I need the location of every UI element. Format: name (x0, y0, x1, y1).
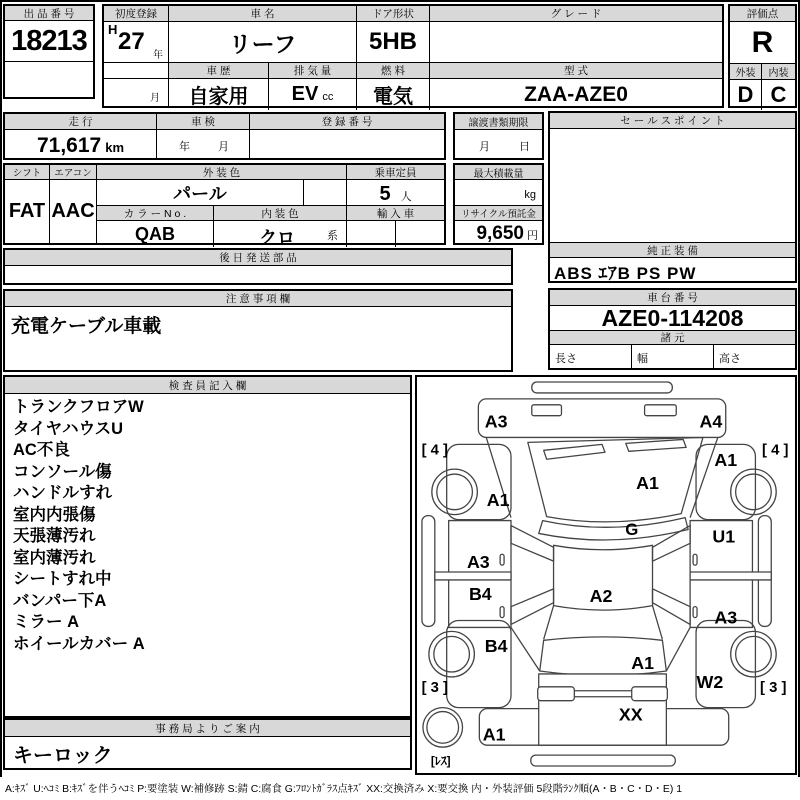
diagram-damage-label: A1 (631, 653, 654, 674)
interior-color-suffix: 系 (327, 230, 338, 242)
inspector-note-item: 室内薄汚れ (13, 548, 96, 567)
displacement-value-cell (269, 79, 357, 110)
first-registration-value-cell (104, 22, 168, 63)
first-registration-year-unit: 年 (153, 50, 163, 61)
dimension-width-label: 幅 (637, 353, 648, 365)
headlight-left (532, 405, 562, 416)
recycle-fee-header: リサイクル預託金 (455, 206, 542, 221)
capacity-value-cell (347, 180, 444, 206)
inspector-note-item: AC不良 (13, 441, 70, 459)
aircon-value: AAC (50, 180, 97, 243)
fuel-value: 電気 (357, 79, 430, 110)
mileage-unit: km (105, 140, 125, 155)
vehicle-header-box (102, 4, 724, 108)
legend-line: A:ｷｽﾞ U:ﾍｺﾐ B:ｷｽﾞを伴うﾍｺﾐ P:要塗装 W:補修跡 S:錆 C:腐食 G:ﾌﾛﾝﾄｶﾞﾗｽ点ｷｽﾞ XX:交換済み X:要交換 内・外装評価 5段階ﾗﾝｸ順(A・B・C・D・E) 1 (5, 784, 682, 795)
diagram-damage-label: W2 (696, 671, 724, 692)
displacement-header: 排 気 量 (269, 63, 357, 79)
notes-value: 充電ケーブル車載 (11, 316, 162, 337)
diagram-damage-label: [ 3 ] (421, 679, 448, 696)
displacement-unit: cc (322, 91, 334, 103)
grade-header: グ レ ー ド (430, 6, 722, 22)
b-pillar-left (435, 572, 511, 580)
import-value-cell-1 (347, 221, 396, 247)
car-name-value: リーフ (169, 22, 357, 63)
recycle-fee-value: 9,650 (476, 223, 524, 244)
diagram-damage-label: A1 (482, 724, 506, 745)
diagram-damage-label: A4 (699, 411, 723, 432)
later-parts-box (3, 248, 513, 285)
wheel-front-left (432, 469, 478, 515)
dimension-width-cell (632, 345, 714, 368)
inspection-header: 車 検 (157, 114, 250, 130)
diagram-damage-label: A1 (714, 450, 738, 471)
notes-box (3, 289, 513, 372)
diagram-damage-label: G (625, 519, 639, 539)
chassis-number-value: AZE0-114208 (550, 306, 795, 331)
wheel-front-right-inner (736, 474, 772, 510)
wheel-rear-right (731, 631, 777, 677)
car-name-header: 車 名 (169, 6, 357, 22)
equipment-value: ABS ｴｱB PS PW (554, 264, 697, 283)
door-shape-value: 5HB (357, 22, 430, 63)
auction-number-value: 18213 (5, 21, 93, 62)
inspection-month-unit: 月 (218, 141, 229, 153)
rocker-left (422, 516, 435, 627)
diagram-damage-label: A2 (589, 585, 613, 606)
rear-bumper-strip (531, 755, 675, 766)
diagram-damage-label: [ 3 ] (760, 679, 787, 696)
interior-color-value-cell (214, 221, 347, 247)
rear-fender-right (696, 621, 755, 708)
first-registration-spacer (104, 63, 168, 79)
sales-point-value (550, 129, 795, 243)
inspector-note-item: ミラー A (13, 613, 79, 631)
damage-diagram (417, 377, 795, 773)
front-panel (478, 399, 725, 438)
inspector-note-item: ホイールカバー A (13, 634, 145, 653)
diagram-damage-label: [ 4 ] (421, 442, 448, 459)
exterior-color-sub-cell (304, 180, 347, 206)
office-notice-value: キーロック (13, 745, 113, 767)
transfer-month-unit: 月 (479, 141, 490, 153)
inspector-notes-box (3, 375, 412, 718)
capacity-value: 5 (379, 183, 391, 205)
first-registration-header: 初度登録 (104, 6, 168, 22)
interior-grade-header: 内装 (762, 64, 795, 80)
office-notice-header: 事 務 局 よ り ご 案 内 (5, 720, 410, 737)
exterior-color-header: 外 装 色 (97, 165, 347, 180)
inspector-note-item: 天張薄汚れ (13, 527, 96, 545)
auction-number-box (3, 4, 95, 99)
diagram-damage-label: B4 (468, 583, 492, 604)
rocker-right (758, 516, 771, 627)
cowl-strip (539, 518, 688, 540)
score-value: R (730, 22, 795, 64)
payload-unit: kg (524, 189, 536, 201)
import-header: 輸 入 車 (347, 206, 444, 221)
score-header: 評価点 (730, 6, 795, 22)
wiper-left (544, 444, 605, 459)
spare-tire (423, 708, 463, 748)
damage-diagram-box (415, 375, 797, 775)
rear-fender-left (447, 621, 511, 708)
door-handle (693, 607, 697, 618)
first-registration-month-cell (104, 79, 168, 110)
grade-value (430, 22, 722, 63)
taillight-right (632, 687, 668, 701)
diagram-damage-label: XX (618, 704, 643, 725)
transfer-deadline-box (453, 112, 544, 160)
door-shape-header: ドア形状 (357, 6, 430, 22)
windshield (528, 437, 703, 521)
office-notice-box (3, 718, 412, 770)
first-registration-year: 27 (118, 28, 145, 55)
payload-box (453, 163, 544, 245)
spec-box (3, 163, 446, 248)
b-pillar-right (690, 572, 771, 580)
import-value-cell-2 (396, 221, 444, 247)
registration-number-value (250, 130, 444, 158)
diagram-damage-label: A3 (714, 607, 738, 628)
taillight-left (538, 687, 575, 701)
later-parts-value (5, 266, 511, 283)
inspector-notes-list (5, 394, 410, 716)
fuel-header: 燃 料 (357, 63, 430, 79)
inspection-year-unit: 年 (179, 141, 190, 153)
wheel-rear-left-inner (434, 636, 470, 672)
dimensions-header: 諸 元 (550, 331, 795, 345)
mileage-header: 走 行 (5, 114, 157, 130)
rear-panel (539, 674, 667, 745)
transfer-deadline-value-cell (455, 130, 542, 158)
wheel-front-right (731, 469, 777, 515)
window-front-left (511, 526, 554, 562)
sales-point-box (548, 111, 797, 283)
auction-number-header: 出 品 番 号 (5, 6, 93, 21)
shift-header: シフト (5, 165, 50, 180)
spare-tire-inner (427, 712, 459, 744)
wheel-front-left-inner (437, 474, 473, 510)
interior-grade-value: C (770, 82, 787, 107)
shift-value: FAT (5, 180, 50, 243)
notes-header: 注 意 事 項 欄 (5, 291, 511, 307)
headlight-right (645, 405, 677, 416)
dimension-height-cell (714, 345, 795, 368)
payload-header: 最大積載量 (455, 165, 542, 180)
inspector-note-item: コンソール傷 (13, 462, 112, 481)
chassis-box (548, 288, 797, 370)
inspector-note-item: バンパー下A (13, 591, 107, 610)
rating-box (728, 4, 797, 108)
inspector-note-item: ハンドルすれ (13, 484, 112, 502)
history-value: 自家用 (169, 79, 269, 110)
aircon-header: エアコン (50, 165, 97, 180)
wiper-right (626, 439, 686, 451)
diagram-damage-label: A1 (636, 472, 659, 493)
dimension-length-label: 長さ (555, 353, 577, 365)
mileage-value-cell (5, 130, 157, 158)
model-value: ZAA-AZE0 (524, 82, 628, 106)
capacity-header: 乗車定員 (347, 165, 444, 180)
window-rear-left (511, 589, 554, 625)
chassis-number-header: 車 台 番 号 (550, 290, 795, 306)
inspection-value-cell (157, 130, 250, 158)
wheel-rear-left (429, 631, 475, 677)
door-handle (500, 554, 504, 565)
first-registration-era: H (108, 22, 118, 37)
interior-color-value: クロ (259, 228, 295, 248)
capacity-unit: 人 (400, 191, 412, 203)
inspector-notes-header: 検 査 員 記 入 欄 (5, 377, 410, 394)
inspector-note-item: シートすれ中 (13, 570, 112, 588)
exterior-color-value: パール (97, 180, 304, 206)
sales-point-header: セ ー ル ス ポ イ ン ト (550, 113, 795, 129)
door-handle (500, 607, 504, 618)
window-rear-right (653, 589, 691, 625)
recycle-fee-value-cell (455, 221, 542, 247)
exterior-grade-header: 外装 (730, 64, 762, 80)
diagram-damage-label: A3 (484, 411, 508, 432)
diagram-damage-label: A3 (466, 552, 490, 573)
equipment-header: 純 正 装 備 (550, 243, 795, 258)
interior-color-header: 内 装 色 (214, 206, 347, 221)
color-no-header: カ ラ ー N o . (97, 206, 214, 221)
first-registration-column (104, 6, 169, 106)
first-registration-month-unit: 月 (150, 93, 160, 104)
wheel-rear-right-inner (736, 636, 772, 672)
inspector-note-item: トランクフロアW (13, 398, 144, 416)
transfer-deadline-header: 譲渡書類期限 (455, 114, 542, 130)
model-header: 型 式 (430, 63, 722, 79)
auction-number-empty-cell (5, 62, 93, 97)
dimension-length-cell (550, 345, 632, 368)
payload-value-cell (455, 180, 542, 206)
inspector-note-item: タイヤハウスU (13, 419, 124, 438)
diagram-damage-label: A1 (486, 489, 510, 510)
inspector-note-item: 室内内張傷 (13, 505, 96, 524)
registration-number-header: 登 録 番 号 (250, 114, 444, 130)
front-bumper-strip (532, 382, 673, 393)
diagram-damage-label: [ 4 ] (762, 442, 789, 459)
recycle-fee-unit: 円 (527, 230, 538, 242)
later-parts-header: 後 日 発 送 部 品 (5, 250, 511, 266)
diagram-damage-label: U1 (712, 526, 736, 547)
history-header: 車 歴 (169, 63, 269, 79)
exterior-grade-value: D (730, 80, 762, 110)
diagram-damage-label: [ﾚｽ] (430, 754, 451, 769)
diagram-damage-label: B4 (484, 636, 508, 657)
mileage-value: 71,617 (36, 134, 102, 157)
dimension-height-label: 高さ (719, 353, 741, 365)
displacement-value: EV (291, 83, 319, 105)
door-handle (693, 554, 697, 565)
transfer-day-unit: 日 (519, 141, 530, 153)
mileage-row-box (3, 112, 446, 160)
color-no-value: QAB (97, 221, 214, 247)
